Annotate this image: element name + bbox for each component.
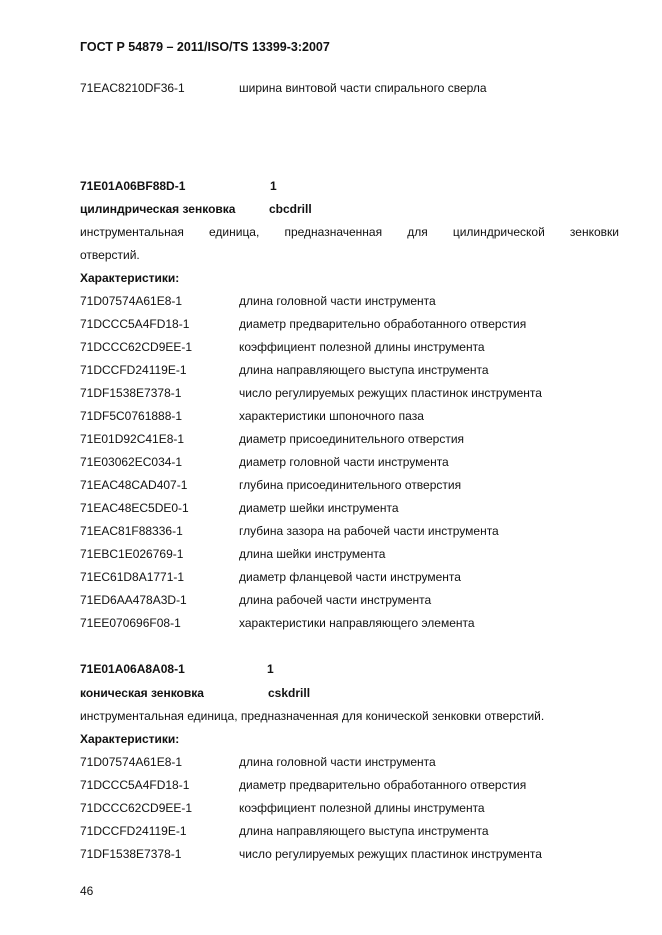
list-item-code: 71DCCFD24119E-1 [80,824,187,838]
list-item-code: 71DF1538E7378-1 [80,386,182,400]
list-item-description: диаметр фланцевой части инструмента [239,570,461,584]
list-item-code: 71ED6AA478A3D-1 [80,593,187,607]
list-item-code: 71EBC1E026769-1 [80,547,184,561]
list-item-description: глубина присоединительного отверстия [239,478,462,492]
list-item-description: диаметр предварительно обработанного отверстия [239,317,527,331]
list-item-description: диаметр предварительно обработанного отверстия [239,778,527,792]
list-item-code: 71DCCFD24119E-1 [80,363,187,377]
block1-characteristics-label: Характеристики: [80,271,180,285]
list-item-code: 71EAC81F88336-1 [80,524,183,538]
list-item-code: 71DF5C0761888-1 [80,409,183,423]
list-item-description: число регулируемых режущих пластинок инструмента [239,386,542,400]
list-item-code: 71EAC48CAD407-1 [80,478,188,492]
list-item-description: длина направляющего выступа инструмента [239,363,489,377]
block1-name: цилиндрическая зенковка [80,202,236,216]
list-item-description: глубина зазора на рабочей части инструмента [239,524,499,538]
list-item-description: характеристики направляющего элемента [239,616,475,630]
list-item-description: длина рабочей части инструмента [239,593,432,607]
block1-symbol: cbcdrill [269,202,312,216]
block2-definition: инструментальная единица, предназначенная для конической зенковки отверстий. [80,709,545,723]
list-item-code: 71DCCC62CD9EE-1 [80,340,193,354]
list-item-code: 71D07574A61E8-1 [80,755,183,769]
list-item-description: длина направляющего выступа инструмента [239,824,489,838]
list-item-code: 71D07574A61E8-1 [80,294,183,308]
block1-number: 1 [270,179,277,193]
list-item-description: диаметр присоединительного отверстия [239,432,465,446]
block2-code: 71E01A06A8A08-1 [80,662,185,676]
block2-characteristics-label: Характеристики: [80,732,180,746]
block1-code: 71E01A06BF88D-1 [80,179,186,193]
list-item-code: 71DCCC62CD9EE-1 [80,801,193,815]
list-item-description: длина головной части инструмента [239,755,436,769]
block2-number: 1 [267,662,274,676]
list-item-code: 71EE070696F08-1 [80,616,181,630]
list-item-code: 71EC61D8A1771-1 [80,570,185,584]
list-item-code: 71DCCC5A4FD18-1 [80,778,190,792]
top-entry-description: ширина винтовой части спирального сверла [239,81,487,95]
list-item-description: диаметр шейки инструмента [239,501,399,515]
list-item-code: 71DCCC5A4FD18-1 [80,317,190,331]
block2-symbol: cskdrill [268,686,311,700]
page-number: 46 [80,884,94,898]
list-item-code: 71E03062EC034-1 [80,455,183,469]
list-item-description: коэффициент полезной длины инструмента [239,340,485,354]
list-item-description: коэффициент полезной длины инструмента [239,801,485,815]
top-entry-code: 71EAC8210DF36-1 [80,81,185,95]
list-item-description: диаметр головной части инструмента [239,455,449,469]
list-item-code: 71E01D92C41E8-1 [80,432,185,446]
document-header: ГОСТ Р 54879 – 2011/ISO/TS 13399-3:2007 [80,40,330,54]
list-item-code: 71DF1538E7378-1 [80,847,182,861]
list-item-code: 71EAC48EC5DE0-1 [80,501,189,515]
list-item-description: длина головной части инструмента [239,294,436,308]
list-item-description: длина шейки инструмента [239,547,386,561]
block1-definition-line1: инструментальная единица, предназначенная для цилиндрической зенковки [80,225,619,239]
list-item-description: число регулируемых режущих пластинок инструмента [239,847,542,861]
block1-definition-line2: отверстий. [80,248,140,262]
block2-name: коническая зенковка [80,686,204,700]
list-item-description: характеристики шпоночного паза [239,409,424,423]
